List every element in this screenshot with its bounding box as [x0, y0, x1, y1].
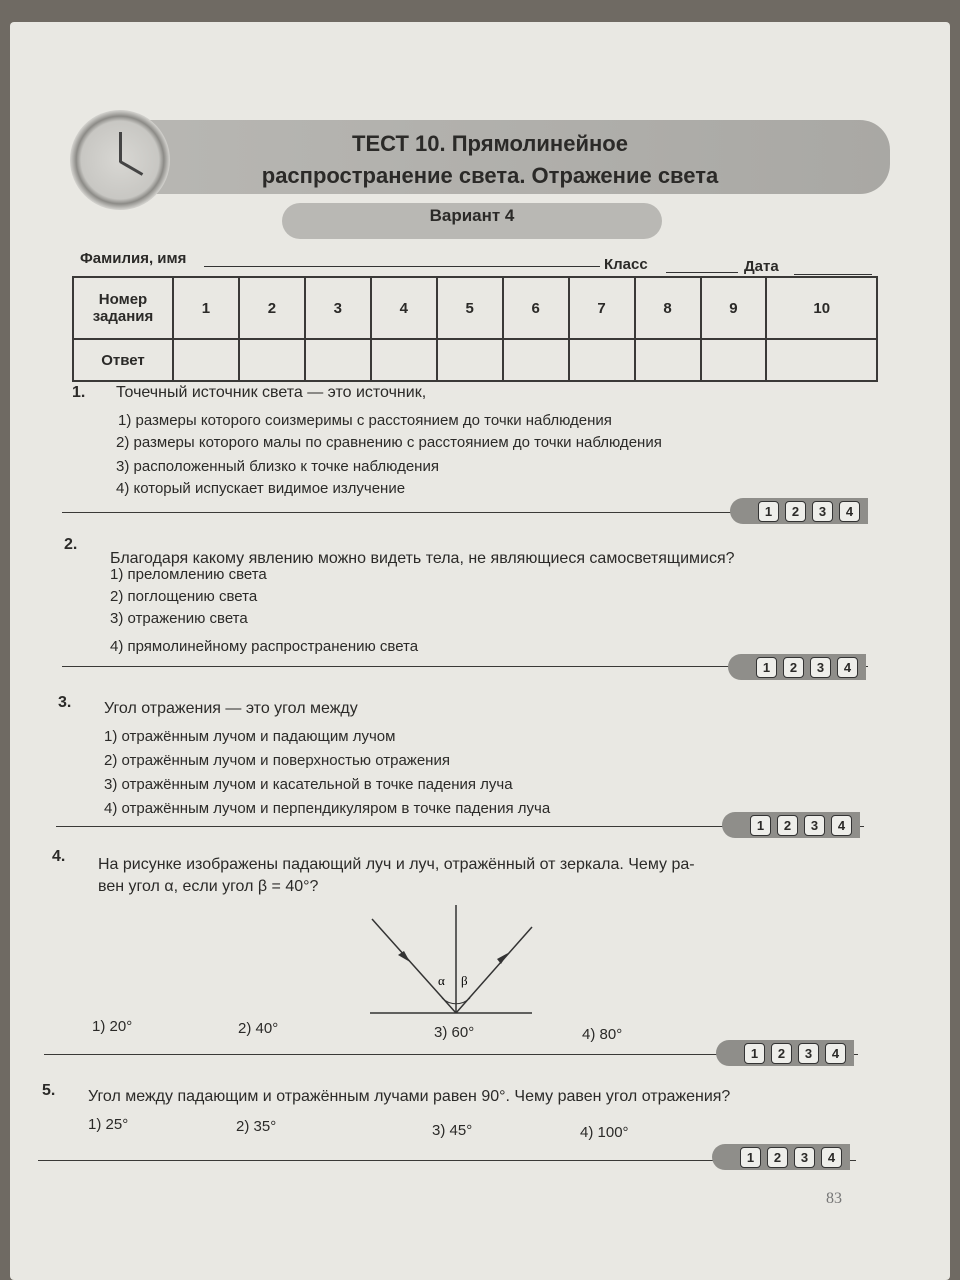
col-header: 10 — [766, 277, 877, 339]
option: 3) 60° — [434, 1024, 475, 1041]
choice-4[interactable]: 4 — [831, 815, 852, 836]
reflected-arrow-icon — [497, 953, 508, 964]
alpha-label: α — [438, 973, 445, 988]
page-title — [190, 128, 790, 192]
reflection-diagram — [360, 905, 560, 1025]
option: 3) расположенный близко к точке наблюдения — [116, 458, 439, 475]
question-text: Точечный источник света — это источник, — [116, 384, 427, 401]
answer-cell[interactable] — [766, 339, 877, 381]
choice-1[interactable]: 1 — [758, 501, 779, 522]
answer-cell[interactable] — [239, 339, 305, 381]
option: 1) преломлению света — [110, 566, 267, 583]
question-number: 2. — [64, 536, 78, 553]
option: 3) отражённым лучом и касательной в точке падения луча — [104, 776, 513, 793]
answer-cell[interactable] — [635, 339, 701, 381]
question-text-line-1: На рисунке изображены падающий луч и луч, отражённый от зеркала. Чему ра- — [98, 856, 695, 873]
option: 2) размеры которого малы по сравнению с расстоянием до точки наблюдения — [116, 434, 662, 451]
option: 4) 100° — [580, 1124, 629, 1141]
choice-3[interactable]: 3 — [804, 815, 825, 836]
answer-choice-box — [712, 1144, 850, 1170]
col-header: 1 — [173, 277, 239, 339]
choice-2[interactable]: 2 — [771, 1043, 792, 1064]
choice-2[interactable]: 2 — [777, 815, 798, 836]
option: 3) 45° — [432, 1122, 473, 1139]
option: 2) отражённым лучом и поверхностью отражения — [104, 752, 450, 769]
clock-icon — [70, 110, 170, 210]
question-text: Угол отражения — это угол между — [104, 700, 358, 717]
option: 4) отражённым лучом и перпендикуляром в точке падения луча — [104, 800, 551, 817]
col-header: 7 — [569, 277, 635, 339]
col-header: 4 — [371, 277, 437, 339]
answer-cell[interactable] — [173, 339, 239, 381]
date-field[interactable] — [794, 258, 872, 275]
option: 4) который испускает видимое излучение — [116, 480, 406, 497]
question-text: Благодаря какому явлению можно видеть тела, не являющиеся самосветящимися? — [110, 550, 735, 567]
name-label: Фамилия, имя — [80, 250, 187, 267]
option: 1) 25° — [88, 1116, 129, 1133]
question-text: Угол между падающим и отражённым лучами равен 90°. Чему равен угол отражения? — [88, 1088, 731, 1105]
choice-4[interactable]: 4 — [839, 501, 860, 522]
answer-choice-box — [716, 1040, 854, 1066]
choice-1[interactable]: 1 — [750, 815, 771, 836]
answer-choice-box — [730, 498, 868, 524]
row-header-task-number: Номер задания — [73, 277, 173, 339]
question-number: 4. — [52, 848, 66, 865]
choice-1[interactable]: 1 — [740, 1147, 761, 1168]
option: 1) отражённым лучом и падающим лучом — [104, 728, 396, 745]
col-header: 8 — [635, 277, 701, 339]
question-number: 3. — [58, 694, 72, 711]
class-field[interactable] — [666, 256, 738, 273]
answer-cell[interactable] — [569, 339, 635, 381]
option: 1) размеры которого соизмеримы с расстоянием до точки наблюдения — [118, 412, 612, 429]
answer-table — [72, 276, 878, 382]
incident-arrow-icon — [398, 951, 410, 962]
choice-3[interactable]: 3 — [794, 1147, 815, 1168]
col-header: 6 — [503, 277, 569, 339]
col-header: 5 — [437, 277, 503, 339]
beta-label: β — [461, 973, 468, 988]
choice-4[interactable]: 4 — [837, 657, 858, 678]
title-line-1: ТЕСТ 10. Прямолинейное — [352, 131, 628, 156]
answer-cell[interactable] — [371, 339, 437, 381]
title-line-2: распространение света. Отражение света — [261, 163, 719, 188]
col-header: 3 — [305, 277, 371, 339]
choice-4[interactable]: 4 — [821, 1147, 842, 1168]
option: 1) 20° — [92, 1018, 133, 1035]
answer-choice-box — [722, 812, 860, 838]
answer-choice-box — [728, 654, 866, 680]
page-number: 83 — [826, 1190, 842, 1207]
option: 2) 40° — [238, 1020, 279, 1037]
choice-3[interactable]: 3 — [798, 1043, 819, 1064]
question-number: 1. — [72, 384, 86, 401]
option: 4) прямолинейному распространению света — [110, 638, 419, 655]
option: 2) поглощению света — [110, 588, 258, 605]
option: 3) отражению света — [110, 610, 248, 627]
col-header: 9 — [701, 277, 767, 339]
choice-3[interactable]: 3 — [810, 657, 831, 678]
choice-4[interactable]: 4 — [825, 1043, 846, 1064]
name-field[interactable] — [204, 250, 600, 267]
answer-cell[interactable] — [437, 339, 503, 381]
choice-3[interactable]: 3 — [812, 501, 833, 522]
question-number: 5. — [42, 1082, 56, 1099]
answer-cell[interactable] — [305, 339, 371, 381]
date-label: Дата — [744, 258, 779, 275]
choice-1[interactable]: 1 — [756, 657, 777, 678]
choice-2[interactable]: 2 — [767, 1147, 788, 1168]
option: 4) 80° — [582, 1026, 623, 1043]
question-text-line-2: вен угол α, если угол β = 40°? — [98, 878, 319, 895]
class-label: Класс — [604, 256, 648, 273]
col-header: 2 — [239, 277, 305, 339]
choice-2[interactable]: 2 — [783, 657, 804, 678]
row-header-answer: Ответ — [73, 339, 173, 381]
answer-cell[interactable] — [701, 339, 767, 381]
variant-label: Вариант 4 — [429, 206, 515, 225]
answer-cell[interactable] — [503, 339, 569, 381]
choice-1[interactable]: 1 — [744, 1043, 765, 1064]
choice-2[interactable]: 2 — [785, 501, 806, 522]
option: 2) 35° — [236, 1118, 277, 1135]
